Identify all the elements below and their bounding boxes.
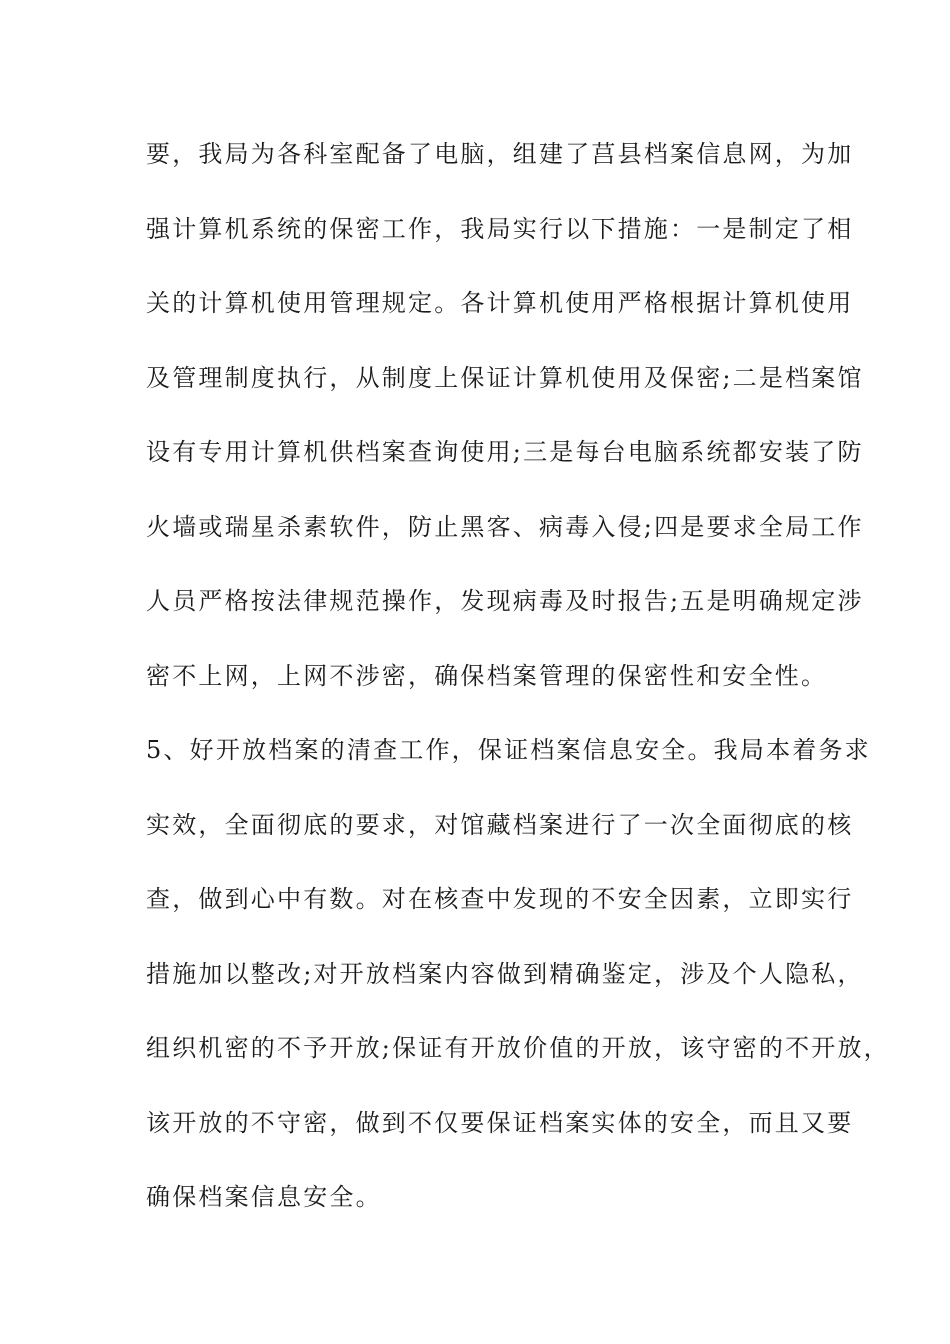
text-line: 火墙或瑞星杀素软件，防止黑客、病毒入侵;四是要求全局工作 bbox=[146, 512, 864, 541]
text-line: 组织机密的不予开放;保证有开放价值的开放，该守密的不开放， bbox=[146, 1034, 890, 1062]
text-line: 实效，全面彻底的要求，对馆藏档案进行了一次全面彻底的核 bbox=[146, 810, 854, 839]
text-line: 人员严格按法律规范操作，发现病毒及时报告;五是明确规定涉 bbox=[146, 587, 864, 615]
text-line: 密不上网，上网不涉密，确保档案管理的保密性和安全性。 bbox=[146, 661, 828, 690]
body-text bbox=[146, 126, 890, 1244]
text-line: 及管理制度执行，从制度上保证计算机使用及保密;二是档案馆 bbox=[146, 363, 864, 392]
text-line: 该开放的不守密，做到不仅要保证档案实体的安全，而且又要 bbox=[146, 1108, 854, 1137]
text-line: 5、好开放档案的清查工作，保证档案信息安全。我局本着务求 bbox=[146, 736, 871, 764]
text-line: 查，做到心中有数。对在核查中发现的不安全因素，立即实行 bbox=[146, 885, 854, 913]
text-line: 强计算机系统的保密工作，我局实行以下措施：一是制定了相 bbox=[146, 214, 854, 243]
text-line: 要，我局为各科室配备了电脑，组建了莒县档案信息网，为加 bbox=[146, 140, 854, 168]
text-line: 关的计算机使用管理规定。各计算机使用严格根据计算机使用 bbox=[146, 289, 854, 317]
text-line: 确保档案信息安全。 bbox=[146, 1183, 382, 1211]
text-line: 措施加以整改;对开放档案内容做到精确鉴定，涉及个人隐私， bbox=[146, 959, 864, 988]
text-line: 设有专用计算机供档案查询使用;三是每台电脑系统都安装了防 bbox=[146, 438, 864, 466]
